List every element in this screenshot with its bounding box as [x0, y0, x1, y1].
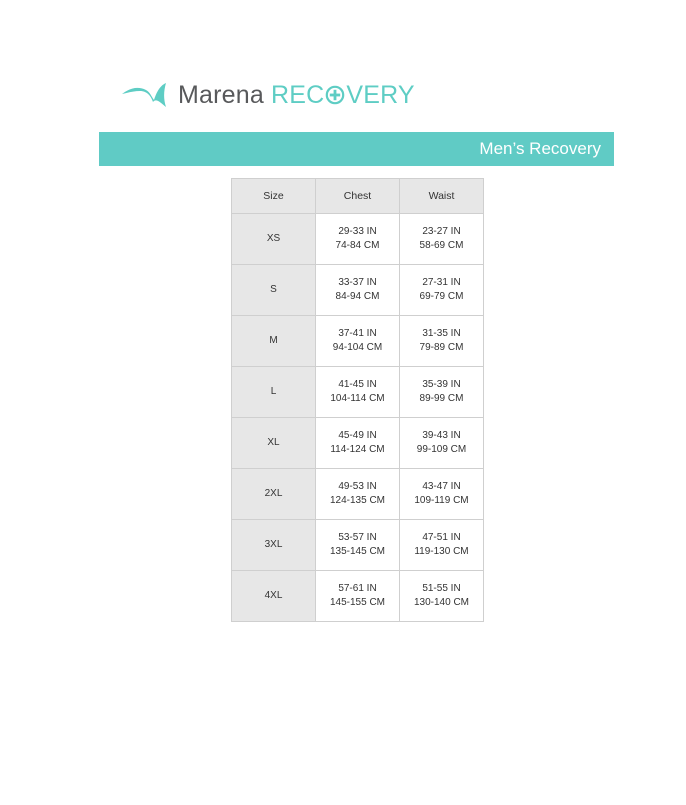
table-row	[232, 469, 484, 520]
chest-centimeters: 104-114 CM	[330, 393, 385, 404]
waist-cell	[400, 571, 484, 622]
waist-centimeters: 109-119 CM	[414, 495, 469, 506]
waist-centimeters: 130-140 CM	[413, 597, 470, 608]
table-row	[232, 520, 484, 571]
brand-wordmark	[178, 78, 415, 112]
brand-logo	[120, 78, 415, 112]
waist-centimeters: 99-109 CM	[416, 444, 467, 455]
chest-inches: 29-33 IN	[338, 226, 377, 237]
table-row	[232, 316, 484, 367]
waist-inches: 39-43 IN	[422, 430, 461, 441]
waist-inches: 23-27 IN	[422, 226, 461, 237]
marena-wave-logo-icon	[120, 78, 172, 112]
waist-inches: 27-31 IN	[422, 277, 461, 288]
header-row	[232, 179, 484, 214]
waist-inches: 31-35 IN	[422, 328, 461, 339]
header-size: Size	[232, 179, 316, 214]
brand-sub-prefix: REC	[270, 81, 325, 109]
size-cell: L	[232, 367, 316, 418]
chest-inches: 49-53 IN	[338, 481, 377, 492]
waist-inches: 43-47 IN	[422, 481, 461, 492]
waist-centimeters: 119-130 CM	[414, 546, 469, 557]
waist-cell	[400, 367, 484, 418]
waist-centimeters: 89-99 CM	[419, 393, 464, 404]
section-banner	[99, 132, 614, 166]
waist-cell	[400, 469, 484, 520]
table-row	[232, 418, 484, 469]
size-chart-body	[232, 214, 484, 622]
waist-centimeters: 69-79 CM	[419, 291, 464, 302]
chest-inches: 37-41 IN	[338, 328, 377, 339]
size-cell: M	[232, 316, 316, 367]
size-chart-table	[231, 178, 484, 622]
size-chart-header	[232, 179, 484, 214]
size-cell: 3XL	[232, 520, 316, 571]
chest-inches: 57-61 IN	[338, 583, 377, 594]
chest-inches: 41-45 IN	[338, 379, 377, 390]
chest-cell	[316, 520, 400, 571]
banner-title: Men’s Recovery	[479, 139, 601, 158]
chest-cell	[316, 469, 400, 520]
chest-cell	[316, 418, 400, 469]
medical-cross-o-icon	[325, 85, 345, 105]
waist-cell	[400, 316, 484, 367]
chest-centimeters: 135-145 CM	[329, 546, 386, 557]
waist-inches: 47-51 IN	[422, 532, 461, 543]
table-row	[232, 214, 484, 265]
chest-centimeters: 145-155 CM	[329, 597, 386, 608]
header-waist: Waist	[400, 179, 484, 214]
chest-cell	[316, 265, 400, 316]
table-row	[232, 265, 484, 316]
size-cell: 4XL	[232, 571, 316, 622]
table-row	[232, 571, 484, 622]
size-cell: XL	[232, 418, 316, 469]
chest-cell	[316, 571, 400, 622]
waist-inches: 51-55 IN	[422, 583, 461, 594]
chest-centimeters: 94-104 CM	[332, 342, 383, 353]
waist-cell	[400, 265, 484, 316]
brand-sub-suffix: VERY	[346, 81, 415, 109]
chest-cell	[316, 367, 400, 418]
brand-recovery-wordmark	[271, 78, 415, 112]
size-cell: S	[232, 265, 316, 316]
table-row	[232, 367, 484, 418]
header-chest: Chest	[316, 179, 400, 214]
chest-centimeters: 114-124 CM	[330, 444, 385, 455]
brand-name: Marena	[178, 81, 264, 109]
chest-centimeters: 84-94 CM	[335, 291, 380, 302]
waist-centimeters: 58-69 CM	[419, 240, 464, 251]
size-cell: XS	[232, 214, 316, 265]
waist-inches: 35-39 IN	[422, 379, 461, 390]
chest-centimeters: 74-84 CM	[335, 240, 380, 251]
waist-cell	[400, 418, 484, 469]
chest-inches: 33-37 IN	[338, 277, 377, 288]
chest-inches: 53-57 IN	[338, 532, 377, 543]
chest-cell	[316, 316, 400, 367]
chest-centimeters: 124-135 CM	[329, 495, 386, 506]
size-cell: 2XL	[232, 469, 316, 520]
chest-cell	[316, 214, 400, 265]
waist-cell	[400, 520, 484, 571]
waist-centimeters: 79-89 CM	[419, 342, 464, 353]
waist-cell	[400, 214, 484, 265]
chest-inches: 45-49 IN	[338, 430, 377, 441]
